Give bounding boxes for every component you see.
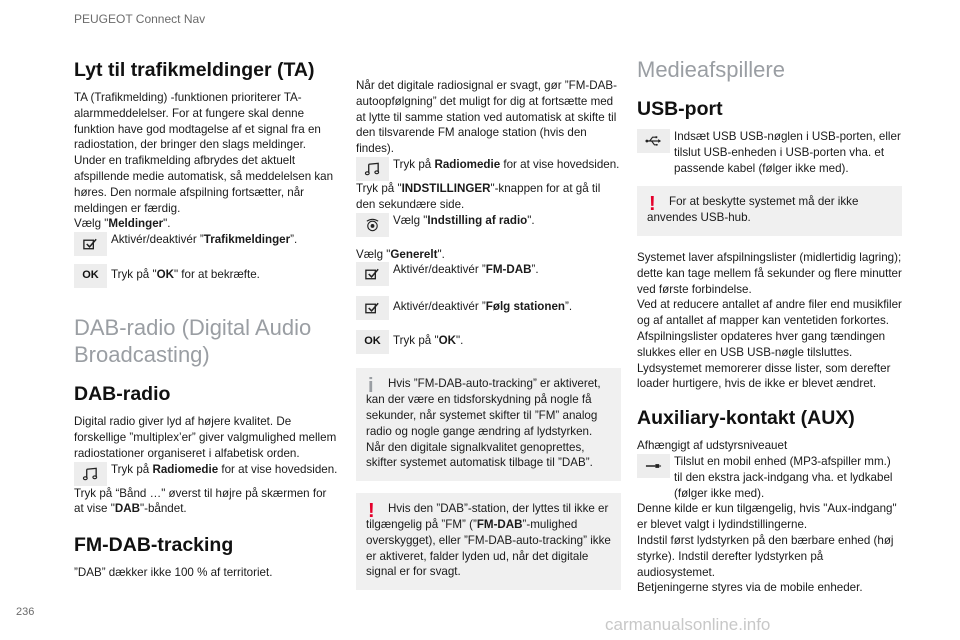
music-note-icon[interactable] xyxy=(356,157,389,181)
checkbox-icon[interactable] xyxy=(356,296,389,320)
radio-media-step xyxy=(74,462,339,486)
usb-icon[interactable] xyxy=(637,129,670,153)
fm-dab-heading: FM-DAB-tracking xyxy=(74,534,234,557)
aux-heading: Auxiliary-kontakt (AUX) xyxy=(637,407,855,430)
watermark: carmanualsonline.info xyxy=(605,615,771,634)
aux-paragraph-5: Betjeningerne styres via de mobile enheder. xyxy=(637,581,863,595)
usb-warning-note xyxy=(637,186,902,236)
aux-step xyxy=(637,454,902,501)
toggle-follow-step xyxy=(356,296,621,320)
select-meldinger-step: Vælg "Meldinger". xyxy=(74,217,171,231)
ok-button[interactable]: OK xyxy=(356,330,389,354)
fm-dab-intro: Når det digitale radiosignal er svagt, gør ”FM-DAB-autoopfølgning” det muligt for dig at fortsætte med at lytte til samme station ved automatisk at skifte til den tilsvarende FM analoge station (hvis den findes). xyxy=(356,79,617,156)
ta-heading: Lyt til trafikmeldinger (TA) xyxy=(74,59,315,81)
playlist-paragraph-1: Systemet laver afspilningslister (midlertidig lagring); dette kan tage mellem få sekunder og flere minutter ved første forbindelse. xyxy=(637,250,902,296)
music-note-icon[interactable] xyxy=(74,462,107,486)
ok-button[interactable]: OK xyxy=(74,264,107,288)
info-note-text: Hvis ”FM-DAB-auto-tracking” er aktiveret, kan der være en tidsforskydning på nogle få sekunder, når systemet skifter til ”FM” analog radio og nogle gange ændring af lydstyrken. xyxy=(366,377,601,438)
dab-heading: DAB-radio xyxy=(74,383,171,406)
toggle-follow-text: Aktivér/deaktivér ”Følg stationen”. xyxy=(393,300,573,314)
checkbox-icon[interactable] xyxy=(356,262,389,286)
playlist-paragraph-3: Afspilningslister opdateres hver gang tændingen slukkes eller en USB USB-nøgle tilsluttes. Lydsystemet memorerer disse lister, som derefter loader hurtigere, hvis de ikke er blevet ændret. xyxy=(637,329,891,391)
usb-warning-text: For at beskytte systemet må der ikke anvendes USB-hub. xyxy=(647,195,859,225)
radio-settings-step xyxy=(356,213,621,237)
confirm-ok-text: Tryk på "OK" for at bekræfte. xyxy=(111,268,260,282)
column-3 xyxy=(637,56,902,596)
usb-heading: USB-port xyxy=(637,98,723,120)
confirm-ok-step xyxy=(74,264,339,288)
settings-step: Tryk på "INDSTILLINGER"-knappen for at gå til den sekundære side. xyxy=(356,181,601,211)
info-icon: i xyxy=(368,375,374,398)
warning-note-text: Hvis den ”DAB”-station, der lyttes til ikke er tilgængelig på ”FM” (”FM-DAB”-mulighed overskygget), eller ”FM-DAB-auto-tracking” ikke er aktiveret, falder lyden ud, når det digitale signal er for svagt. xyxy=(366,502,611,579)
aux-level: Afhængigt af udstyrsniveauet xyxy=(637,439,788,453)
warning-note xyxy=(356,493,621,590)
warning-icon: ! xyxy=(649,193,656,216)
aux-text: Tilslut en mobil enhed (MP3-afspiller mm.) til den ekstra jack-indgang vha. et lydkabel (følger ikke med). xyxy=(674,454,893,500)
radio-media-step-2 xyxy=(356,157,621,181)
running-header: PEUGEOT Connect Nav xyxy=(74,12,206,26)
band-step: Tryk på “Bånd …" øverst til højre på skærmen for at vise "DAB"-båndet. xyxy=(74,486,327,516)
radio-settings-icon[interactable] xyxy=(356,213,389,237)
media-section-title: Medieafspillere xyxy=(637,57,785,82)
page-number: 236 xyxy=(16,606,35,618)
warning-icon: ! xyxy=(368,500,375,523)
info-note xyxy=(356,368,621,481)
aux-paragraph-3: Denne kilde er kun tilgængelig, hvis "Aux-indgang" er blevet valgt i lydindstillingerne. xyxy=(637,502,897,532)
playlist-paragraph-2: Ved at reducere antallet af andre filer end musikfiler og af antallet af mapper kan ventetiden forkortes. xyxy=(637,298,902,328)
usb-step xyxy=(637,129,902,176)
fm-dab-paragraph: ”DAB” dækker ikke 100 % af territoriet. xyxy=(74,566,273,580)
general-step: Vælg "Generelt". xyxy=(356,247,445,261)
toggle-fmdab-step xyxy=(356,262,621,286)
radio-media-text-2: Tryk på Radiomedie for at vise hovedsiden. xyxy=(393,157,620,171)
column-1 xyxy=(74,56,339,581)
radio-media-text: Tryk på Radiomedie for at vise hovedsiden. xyxy=(111,462,338,476)
ta-paragraph: TA (Trafikmelding) -funktionen prioriterer TA-alarmmeddelelser. For at fungere skal denne funktion have god modtagelse af et signal fra en radiostation, der bringer den slags meldinger. Under en trafikmelding afbrydes det aktuelt afspillende medie automatisk, så meddelelsen kan høres. Den normale afspilning fortsætter, når meldingen er færdig. xyxy=(74,91,334,215)
toggle-traffic-text: Aktivér/deaktivér ”Trafikmeldinger”. xyxy=(111,233,298,247)
ok-step xyxy=(356,330,621,354)
aux-paragraph-4: Indstil først lydstyrken på den bærbare enhed (høj styrke). Indstil derefter lydstyrken på audiosystemet. xyxy=(637,533,894,579)
dab-section-title: DAB-radio (Digital Audio Broadcasting) xyxy=(74,315,312,368)
toggle-fmdab-text: Aktivér/deaktivér ”FM-DAB”. xyxy=(393,263,539,277)
aux-jack-icon[interactable] xyxy=(637,454,670,478)
ok-step-text: Tryk på "OK". xyxy=(393,334,464,348)
checkbox-icon[interactable] xyxy=(74,232,107,256)
dab-paragraph: Digital radio giver lyd af højere kvalitet. De forskellige ”multiplex’er” giver valgmulighed mellem radiostationer organiseret i alfabetisk orden. xyxy=(74,415,337,460)
toggle-traffic-step xyxy=(74,232,339,256)
usb-text: Indsæt USB USB-nøglen i USB-porten, eller tilslut USB-enheden i USB-porten vha. et passende kabel (følger ikke med). xyxy=(674,130,901,175)
info-note-text-2: Når den digitale signalkvalitet genoprettes, skifter systemet automatisk tilbage til ”DAB”. xyxy=(366,440,593,470)
radio-settings-text: Vælg "Indstilling af radio". xyxy=(393,213,535,227)
column-2 xyxy=(356,78,621,598)
